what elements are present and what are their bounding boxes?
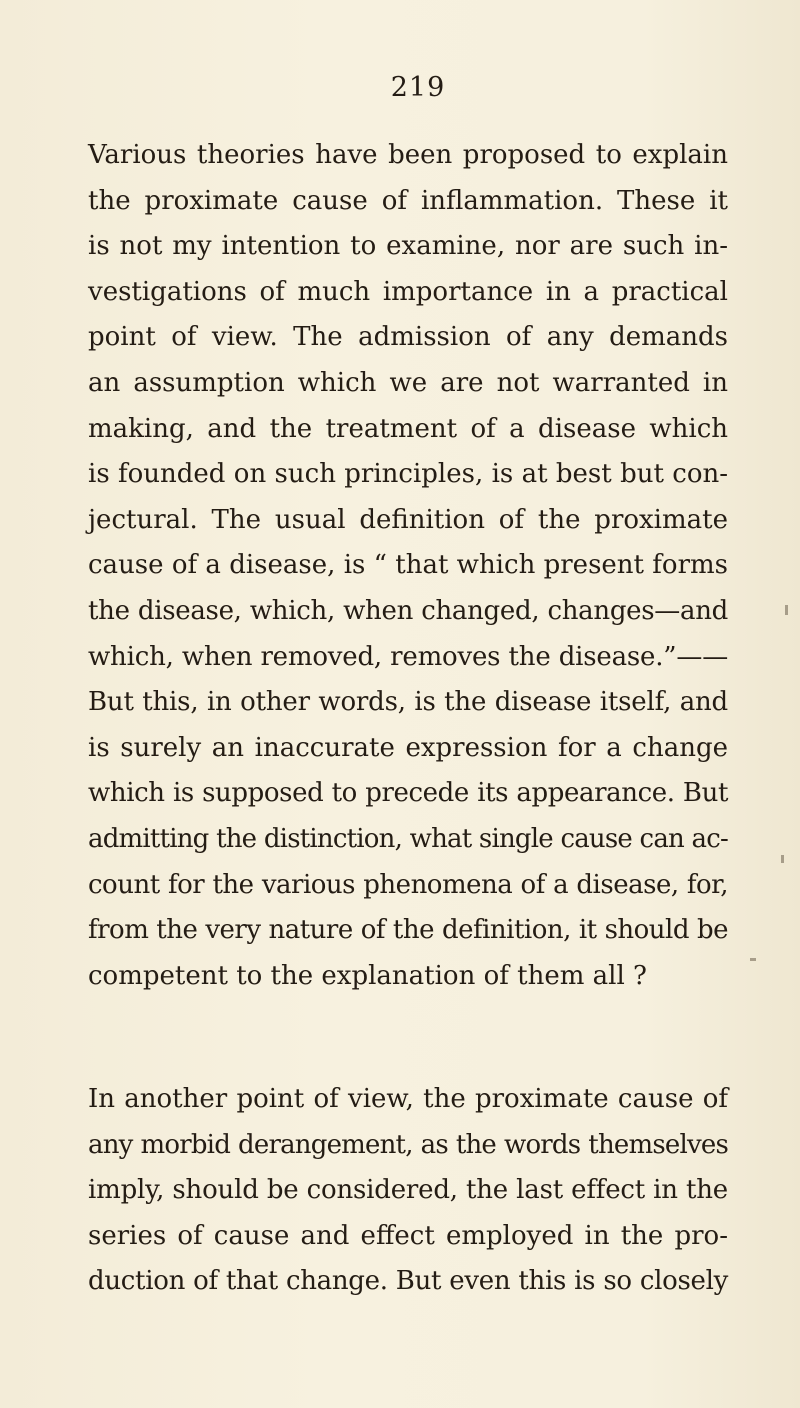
margin-speck <box>785 605 788 615</box>
text-line: duction of that change. But even this is so closely <box>88 1266 728 1297</box>
text-line: is founded on such principles, is at best but con- <box>88 459 728 490</box>
text-line: making, and the treatment of a disease which <box>88 413 728 444</box>
text-line: jectural. The usual definition of the proximate <box>88 504 728 535</box>
text-line: which, when removed, removes the disease.”—— <box>88 641 728 672</box>
text-line: cause of a disease, is “ that which present forms <box>88 550 728 581</box>
text-line: competent to the explanation of them all ? <box>88 960 647 991</box>
margin-speck <box>750 958 756 961</box>
text-line: admitting the distinction, what single cause can ac- <box>88 823 728 854</box>
paragraph-1 <box>88 133 728 999</box>
text-line: is surely an inaccurate expression for a change <box>88 732 728 763</box>
text-line: But this, in other words, is the disease itself, and <box>88 687 728 718</box>
text-line: is not my intention to examine, nor are such in- <box>88 231 728 262</box>
margin-speck <box>781 855 784 863</box>
text-line: point of view. The admission of any demands <box>88 322 728 353</box>
text-line: from the very nature of the definition, it should be <box>88 915 728 946</box>
text-line: the disease, which, when changed, changes—and <box>88 595 728 626</box>
text-line: series of cause and effect employed in the pro- <box>88 1220 728 1251</box>
text-line: an assumption which we are not warranted in <box>88 367 728 398</box>
page-number: 219 <box>390 72 446 103</box>
text-line: the proximate cause of inflammation. These it <box>88 185 728 216</box>
text-line: any morbid derangement, as the words themselves <box>88 1129 728 1160</box>
text-line: imply, should be considered, the last effect in the <box>88 1175 728 1206</box>
text-line: Various theories have been proposed to explain <box>88 140 728 170</box>
text-line: In another point of view, the proximate cause of <box>88 1084 728 1114</box>
paragraph-2 <box>88 1077 728 1305</box>
text-line: which is supposed to precede its appearance. But <box>88 778 728 809</box>
text-line: vestigations of much importance in a practical <box>88 276 728 307</box>
text-line: count for the various phenomena of a disease, for, <box>88 869 728 900</box>
